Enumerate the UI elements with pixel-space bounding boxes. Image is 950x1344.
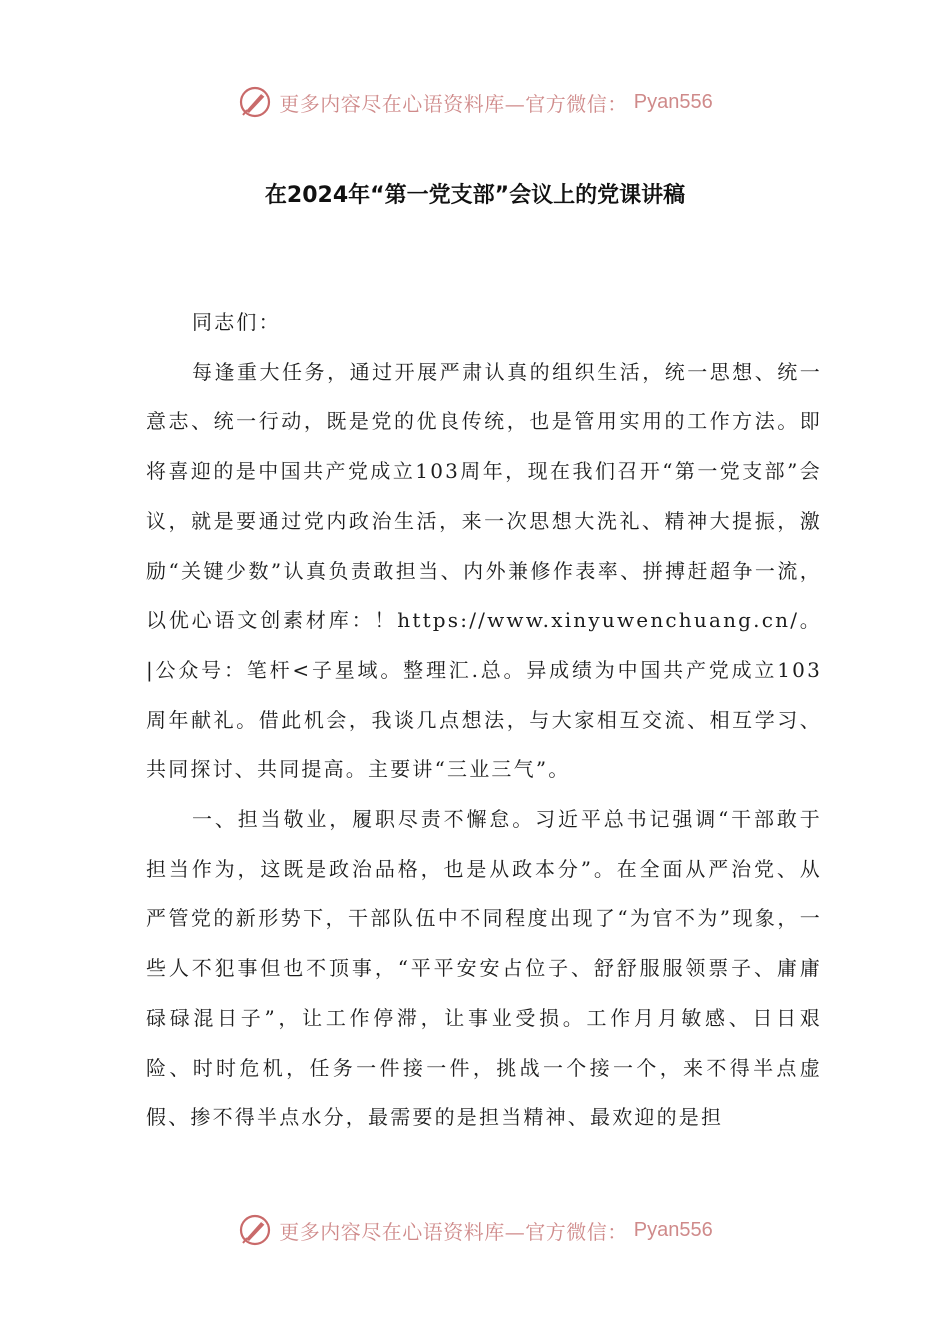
footer-watermark: [0, 1210, 950, 1250]
document-body: [146, 298, 822, 1143]
paragraph-intro: 每逢重大任务，通过开展严肃认真的组织生活，统一思想、统一意志、统一行动，既是党的优良传统，也是管用实用的工作方法。即将喜迎的是中国共产党成立103周年，现在我们召开“第一党支部”会议，就是要通过党内政治生活，来一次思想大洗礼、精神大提振，激励“关键少数”认真负责敢担当、内外兼修作表率、拼搏赶超争一流，以优心语文创素材库：！https://www.xinyuwenchuang.cn/。|公众号：笔杆<子星域。整理汇.总。异成绩为中国共产党成立103周年献礼。借此机会，我谈几点想法，与大家相互交流、相互学习、共同探讨、共同提高。主要讲“三业三气”。: [146, 359, 822, 782]
watermark-text: 更多内容尽在心语资料库—官方微信：: [279, 1219, 628, 1244]
watermark-inner: [237, 1212, 712, 1248]
watermark-inner: [237, 84, 712, 120]
watermark-text: 更多内容尽在心语资料库—官方微信：: [279, 91, 628, 116]
document-title: 在2024年“第一党支部”会议上的党课讲稿: [264, 183, 686, 208]
paragraph-section-one: 一、担当敬业，履职尽责不懈怠。习近平总书记强调“干部敢于担当作为，这既是政治品格，也是从政本分”。在全面从严治党、从严管党的新形势下，干部队伍中不同程度出现了“为官不为”现象，一些人不犯事但也不顶事，“平平安安占位子、舒舒服服领票子、庸庸碌碌混日子”，让工作停滞，让事业受损。工作月月敏感、日日艰险、时时危机，任务一件接一件，挑战一个接一个，来不得半点虚假、掺不得半点水分，最需要的是担当精神、最欢迎的是担: [146, 807, 822, 1130]
watermark-wechat-id: Pyan556: [633, 1218, 713, 1241]
header-watermark: [0, 82, 950, 122]
quill-logo-icon: [237, 1212, 273, 1248]
salutation: 同志们：: [192, 310, 281, 334]
quill-logo-icon: [237, 84, 273, 120]
watermark-wechat-id: Pyan556: [633, 90, 713, 113]
